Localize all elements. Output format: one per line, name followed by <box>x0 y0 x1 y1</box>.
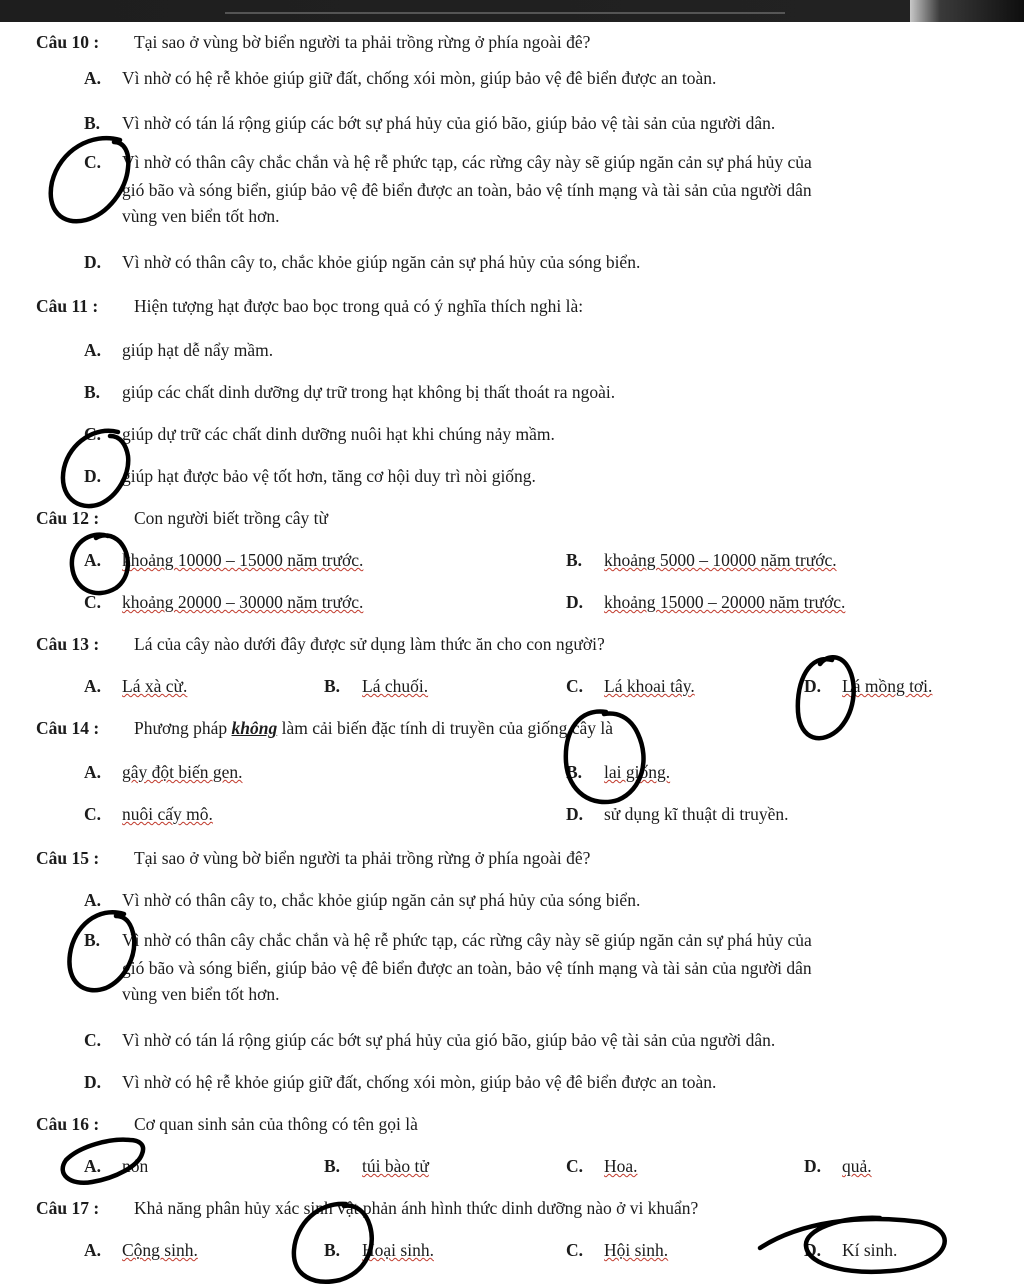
option-text: Vì nhờ có thân cây to, chắc khỏe giúp ngăn cản sự phá hủy của sóng biển. <box>122 890 641 910</box>
option-letter: B. <box>324 1240 341 1260</box>
option-text: khoảng 15000 – 20000 năm trước. <box>604 592 846 612</box>
option-letter: D. <box>84 466 102 486</box>
option-letter: A. <box>84 550 102 570</box>
question-emphasis: không <box>231 718 278 738</box>
q12-option-b[interactable] <box>566 548 837 572</box>
option-text: sử dụng kĩ thuật di truyền. <box>604 804 789 824</box>
question-text: làm cải biến đặc tính di truyền của giống cây là <box>281 718 613 738</box>
q12-option-c[interactable] <box>84 590 363 614</box>
option-text: nón <box>122 1156 149 1176</box>
option-text: khoảng 5000 – 10000 năm trước. <box>604 550 837 570</box>
q13-option-b[interactable] <box>324 674 428 698</box>
option-letter: C. <box>84 804 102 824</box>
option-text: Kí sinh. <box>842 1240 898 1260</box>
q10-option-c-line3: vùng ven biển tốt hơn. <box>122 206 280 226</box>
question-number: Câu 10 : <box>36 32 100 52</box>
question-10-title <box>36 30 590 54</box>
q16-option-b[interactable] <box>324 1154 429 1178</box>
option-text: Vì nhờ có tán lá rộng giúp các bớt sự phá hủy của gió bão, giúp bảo vệ tài sản của người dân. <box>122 1030 776 1050</box>
q11-option-d[interactable] <box>84 464 536 488</box>
option-text: Cộng sinh. <box>122 1240 198 1260</box>
q16-option-c[interactable] <box>566 1154 638 1178</box>
option-letter: C. <box>566 1240 584 1260</box>
option-text: giúp hạt được bảo vệ tốt hơn, tăng cơ hội duy trì nòi giống. <box>122 466 536 486</box>
option-text: Hoại sinh. <box>362 1240 434 1260</box>
option-letter: C. <box>84 1030 102 1050</box>
q10-option-d[interactable] <box>84 250 640 274</box>
q12-option-d[interactable] <box>566 590 845 614</box>
option-text: Hoa. <box>604 1156 638 1176</box>
question-text: Hiện tượng hạt được bao bọc trong quả có ý nghĩa thích nghi là: <box>134 296 584 316</box>
option-letter: B. <box>566 550 583 570</box>
q10-option-a[interactable] <box>84 66 716 90</box>
option-text: giúp hạt dễ nẩy mầm. <box>122 340 274 360</box>
option-letter: D. <box>84 252 102 272</box>
q15-option-b-line3: vùng ven biển tốt hơn. <box>122 984 280 1004</box>
option-text: Hội sinh. <box>604 1240 669 1260</box>
option-text: Lá chuối. <box>362 676 429 696</box>
question-15-title <box>36 846 590 870</box>
q16-option-d[interactable] <box>804 1154 872 1178</box>
option-letter: B. <box>324 1156 341 1176</box>
option-text: giúp dự trữ các chất dinh dưỡng nuôi hạt khi chúng nảy mầm. <box>122 424 555 444</box>
question-number: Câu 15 : <box>36 848 100 868</box>
option-letter: A. <box>84 68 102 88</box>
q10-option-b[interactable] <box>84 111 775 135</box>
option-text: túi bào tử <box>362 1156 429 1176</box>
option-letter: A. <box>84 676 102 696</box>
option-text: khoảng 20000 – 30000 năm trước. <box>122 592 364 612</box>
q13-option-a[interactable] <box>84 674 187 698</box>
photo-top-edge <box>0 0 1024 22</box>
option-letter: C. <box>566 676 584 696</box>
option-letter: A. <box>84 890 102 910</box>
option-letter: A. <box>84 340 102 360</box>
question-number: Câu 14 : <box>36 718 100 738</box>
option-text: Lá mồng tơi. <box>842 676 933 696</box>
option-letter: C. <box>84 424 102 444</box>
option-letter: A. <box>84 1240 102 1260</box>
q14-option-c[interactable] <box>84 802 213 826</box>
q11-option-c[interactable] <box>84 422 555 446</box>
question-12-title <box>36 506 328 530</box>
option-text: Lá xà cừ. <box>122 676 188 696</box>
question-number: Câu 13 : <box>36 634 100 654</box>
option-text: Vì nhờ có thân cây chắc chắn và hệ rễ phức tạp, các rừng cây này sẽ giúp ngăn cản sự phá hủy của <box>122 930 812 950</box>
q11-option-a[interactable] <box>84 338 273 362</box>
faint-header-line <box>225 12 785 14</box>
option-text: quả. <box>842 1156 872 1176</box>
option-text: gây đột biến gen. <box>122 762 243 782</box>
question-text: Tại sao ở vùng bờ biển người ta phải trồng rừng ở phía ngoài đê? <box>134 32 591 52</box>
q15-option-b[interactable] <box>84 928 812 952</box>
q17-option-b[interactable] <box>324 1238 434 1262</box>
option-letter: C. <box>84 592 102 612</box>
question-number: Câu 17 : <box>36 1198 100 1218</box>
q12-option-a[interactable] <box>84 548 363 572</box>
option-letter: A. <box>84 762 102 782</box>
option-letter: B. <box>566 762 583 782</box>
option-text: lai giống. <box>604 762 671 782</box>
question-number: Câu 12 : <box>36 508 100 528</box>
option-letter: D. <box>804 676 822 696</box>
option-text: giúp các chất dinh dưỡng dự trữ trong hạt không bị thất thoát ra ngoài. <box>122 382 616 402</box>
option-text: Vì nhờ có thân cây to, chắc khỏe giúp ngăn cản sự phá hủy của sóng biển. <box>122 252 641 272</box>
q15-option-a[interactable] <box>84 888 640 912</box>
question-14-title <box>36 716 613 740</box>
question-17-title <box>36 1196 698 1220</box>
option-letter: A. <box>84 1156 102 1176</box>
option-text: khoảng 10000 – 15000 năm trước. <box>122 550 364 570</box>
question-text: Phương pháp <box>134 718 228 738</box>
option-text: Vì nhờ có hệ rễ khỏe giúp giữ đất, chống xói mòn, giúp bảo vệ đê biển được an toàn. <box>122 68 717 88</box>
q13-option-d[interactable] <box>804 674 932 698</box>
question-text: Tại sao ở vùng bờ biển người ta phải trồng rừng ở phía ngoài đê? <box>134 848 591 868</box>
q14-option-b[interactable] <box>566 760 670 784</box>
question-text: Con người biết trồng cây từ <box>134 508 328 528</box>
option-text: Lá khoai tây. <box>604 676 695 696</box>
option-letter: B. <box>84 113 101 133</box>
q11-option-b[interactable] <box>84 380 615 404</box>
q17-option-a[interactable] <box>84 1238 198 1262</box>
option-letter: B. <box>84 382 101 402</box>
option-letter: C. <box>84 152 102 172</box>
question-text: Cơ quan sinh sản của thông có tên gọi là <box>134 1114 418 1134</box>
q17-option-d[interactable] <box>804 1238 897 1262</box>
option-letter: D. <box>84 1072 102 1092</box>
q15-option-d[interactable] <box>84 1070 716 1094</box>
question-number: Câu 16 : <box>36 1114 100 1134</box>
q16-option-a[interactable] <box>84 1154 148 1178</box>
option-letter: D. <box>804 1156 822 1176</box>
question-11-title <box>36 294 583 318</box>
option-letter: D. <box>804 1240 822 1260</box>
q10-option-c[interactable] <box>84 150 812 174</box>
q10-option-c-line2: gió bão và sóng biển, giúp bảo vệ đê biển được an toàn, bảo vệ tính mạng và tài sản của người dân <box>122 180 812 200</box>
option-text: nuôi cấy mô. <box>122 804 213 824</box>
option-text: Vì nhờ có tán lá rộng giúp các bớt sự phá hủy của gió bão, giúp bảo vệ tài sản của người dân. <box>122 113 776 133</box>
option-text: Vì nhờ có thân cây chắc chắn và hệ rễ phức tạp, các rừng cây này sẽ giúp ngăn cản sự phá hủy của <box>122 152 812 172</box>
question-16-title <box>36 1112 418 1136</box>
option-letter: B. <box>84 930 101 950</box>
q13-option-c[interactable] <box>566 674 695 698</box>
question-13-title <box>36 632 605 656</box>
question-text: Khả năng phân hủy xác sinh vật phản ánh hình thức dinh dưỡng nào ở vi khuẩn? <box>134 1198 699 1218</box>
option-text: Vì nhờ có hệ rễ khỏe giúp giữ đất, chống xói mòn, giúp bảo vệ đê biển được an toàn. <box>122 1072 717 1092</box>
option-letter: D. <box>566 592 584 612</box>
q15-option-c[interactable] <box>84 1028 775 1052</box>
q14-option-a[interactable] <box>84 760 243 784</box>
option-letter: B. <box>324 676 341 696</box>
question-number: Câu 11 : <box>36 296 99 316</box>
q17-option-c[interactable] <box>566 1238 668 1262</box>
option-letter: C. <box>566 1156 584 1176</box>
q14-option-d[interactable] <box>566 802 788 826</box>
question-text: Lá của cây nào dưới đây được sử dụng làm thức ăn cho con người? <box>134 634 605 654</box>
option-letter: D. <box>566 804 584 824</box>
exam-sheet <box>14 22 1014 1286</box>
q15-option-b-line2: gió bão và sóng biển, giúp bảo vệ đê biển được an toàn, bảo vệ tính mạng và tài sản của người dân <box>122 958 812 978</box>
